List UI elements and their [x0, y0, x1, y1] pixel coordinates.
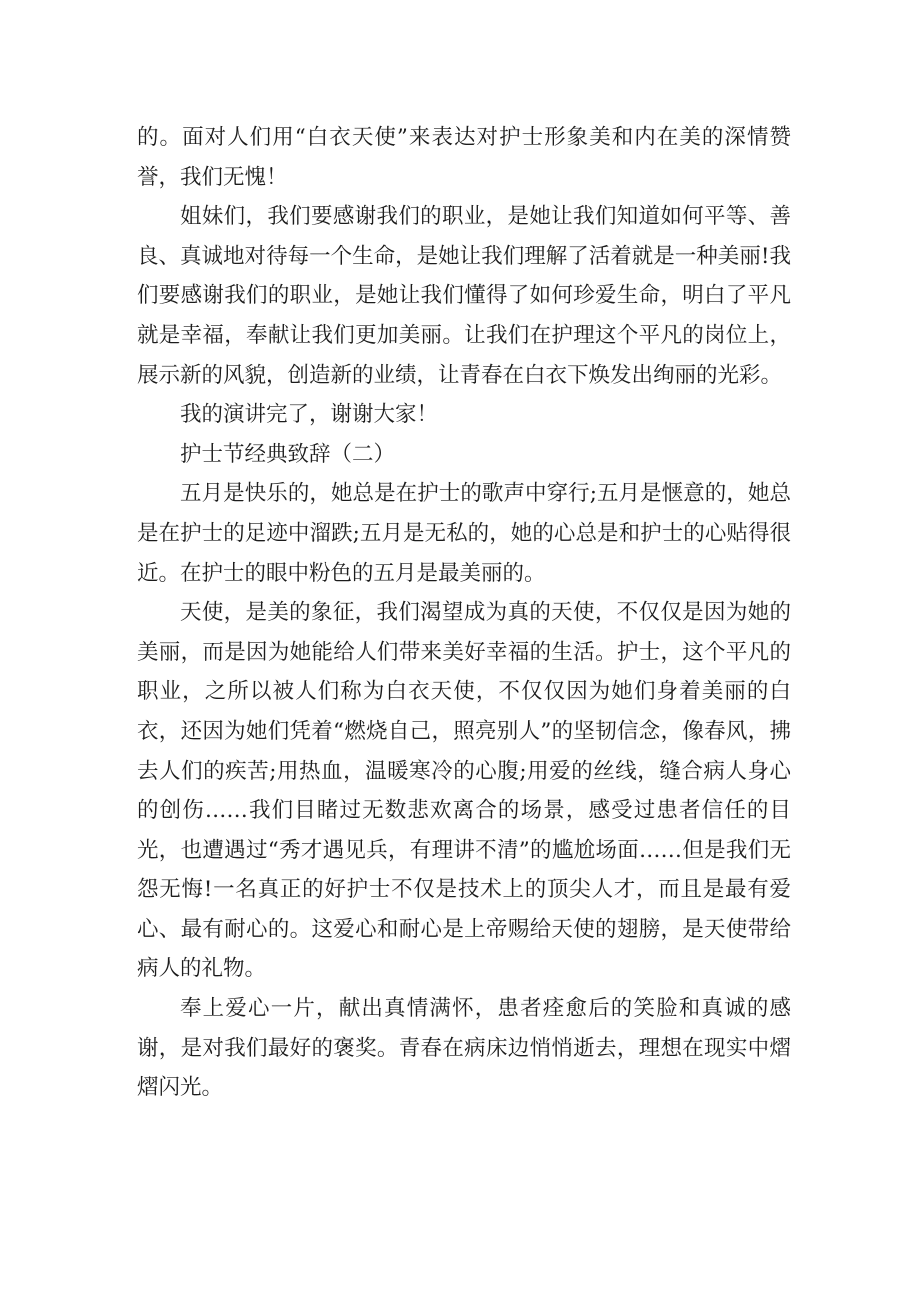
paragraph: 我的演讲完了，谢谢大家！: [180, 402, 439, 428]
document-body: [137, 118, 791, 1108]
paragraph: 五月是快乐的，她总是在护士的歌声中穿行;五月是惬意的，她总是在护士的足迹中溜跌;五月是无私的，她的心总是和护士的心贴得很近。在护士的眼中粉色的五月是最美丽的。: [137, 481, 791, 586]
paragraph: 的。面对人们用“白衣天使”来表达对护士形象美和内在美的深情赞誉，我们无愧！: [137, 125, 791, 190]
section-heading: 护士节经典致辞（二）: [180, 441, 396, 467]
paragraph: 奉上爱心一片，献出真情满怀，患者痊愈后的笑脸和真诚的感谢，是对我们最好的褒奖。青春在病床边悄悄逝去，理想在现实中熠熠闪光。: [137, 996, 791, 1101]
paragraph: 天使，是美的象征，我们渴望成为真的天使，不仅仅是因为她的美丽，而是因为她能给人们带来美好幸福的生活。护士，这个平凡的职业，之所以被人们称为白衣天使，不仅仅因为她们身着美丽的白衣，还因为她们凭着“燃烧自己，照亮别人”的坚韧信念，像春风，拂去人们的疾苦;用热血，温暖寒冷的心腹;用爱的丝线，缝合病人身心的创伤……我们目睹过无数悲欢离合的场景，感受过患者信任的目光，也遭遇过“秀才遇见兵，有理讲不清”的尴尬场面……但是我们无怨无悔!一名真正的好护士不仅是技术上的顶尖人才，而且是最有爱心、最有耐心的。这爱心和耐心是上帝赐给天使的翅膀，是天使带给病人的礼物。: [137, 600, 791, 982]
paragraph: 姐妹们，我们要感谢我们的职业，是她让我们知道如何平等、善良、真诚地对待每一个生命，是她让我们理解了活着就是一种美丽!我们要感谢我们的职业，是她让我们懂得了如何珍爱生命，明白了平凡就是幸福，奉献让我们更加美丽。让我们在护理这个平凡的岗位上，展示新的风貌，创造新的业绩，让青春在白衣下焕发出绚丽的光彩。: [137, 204, 791, 388]
